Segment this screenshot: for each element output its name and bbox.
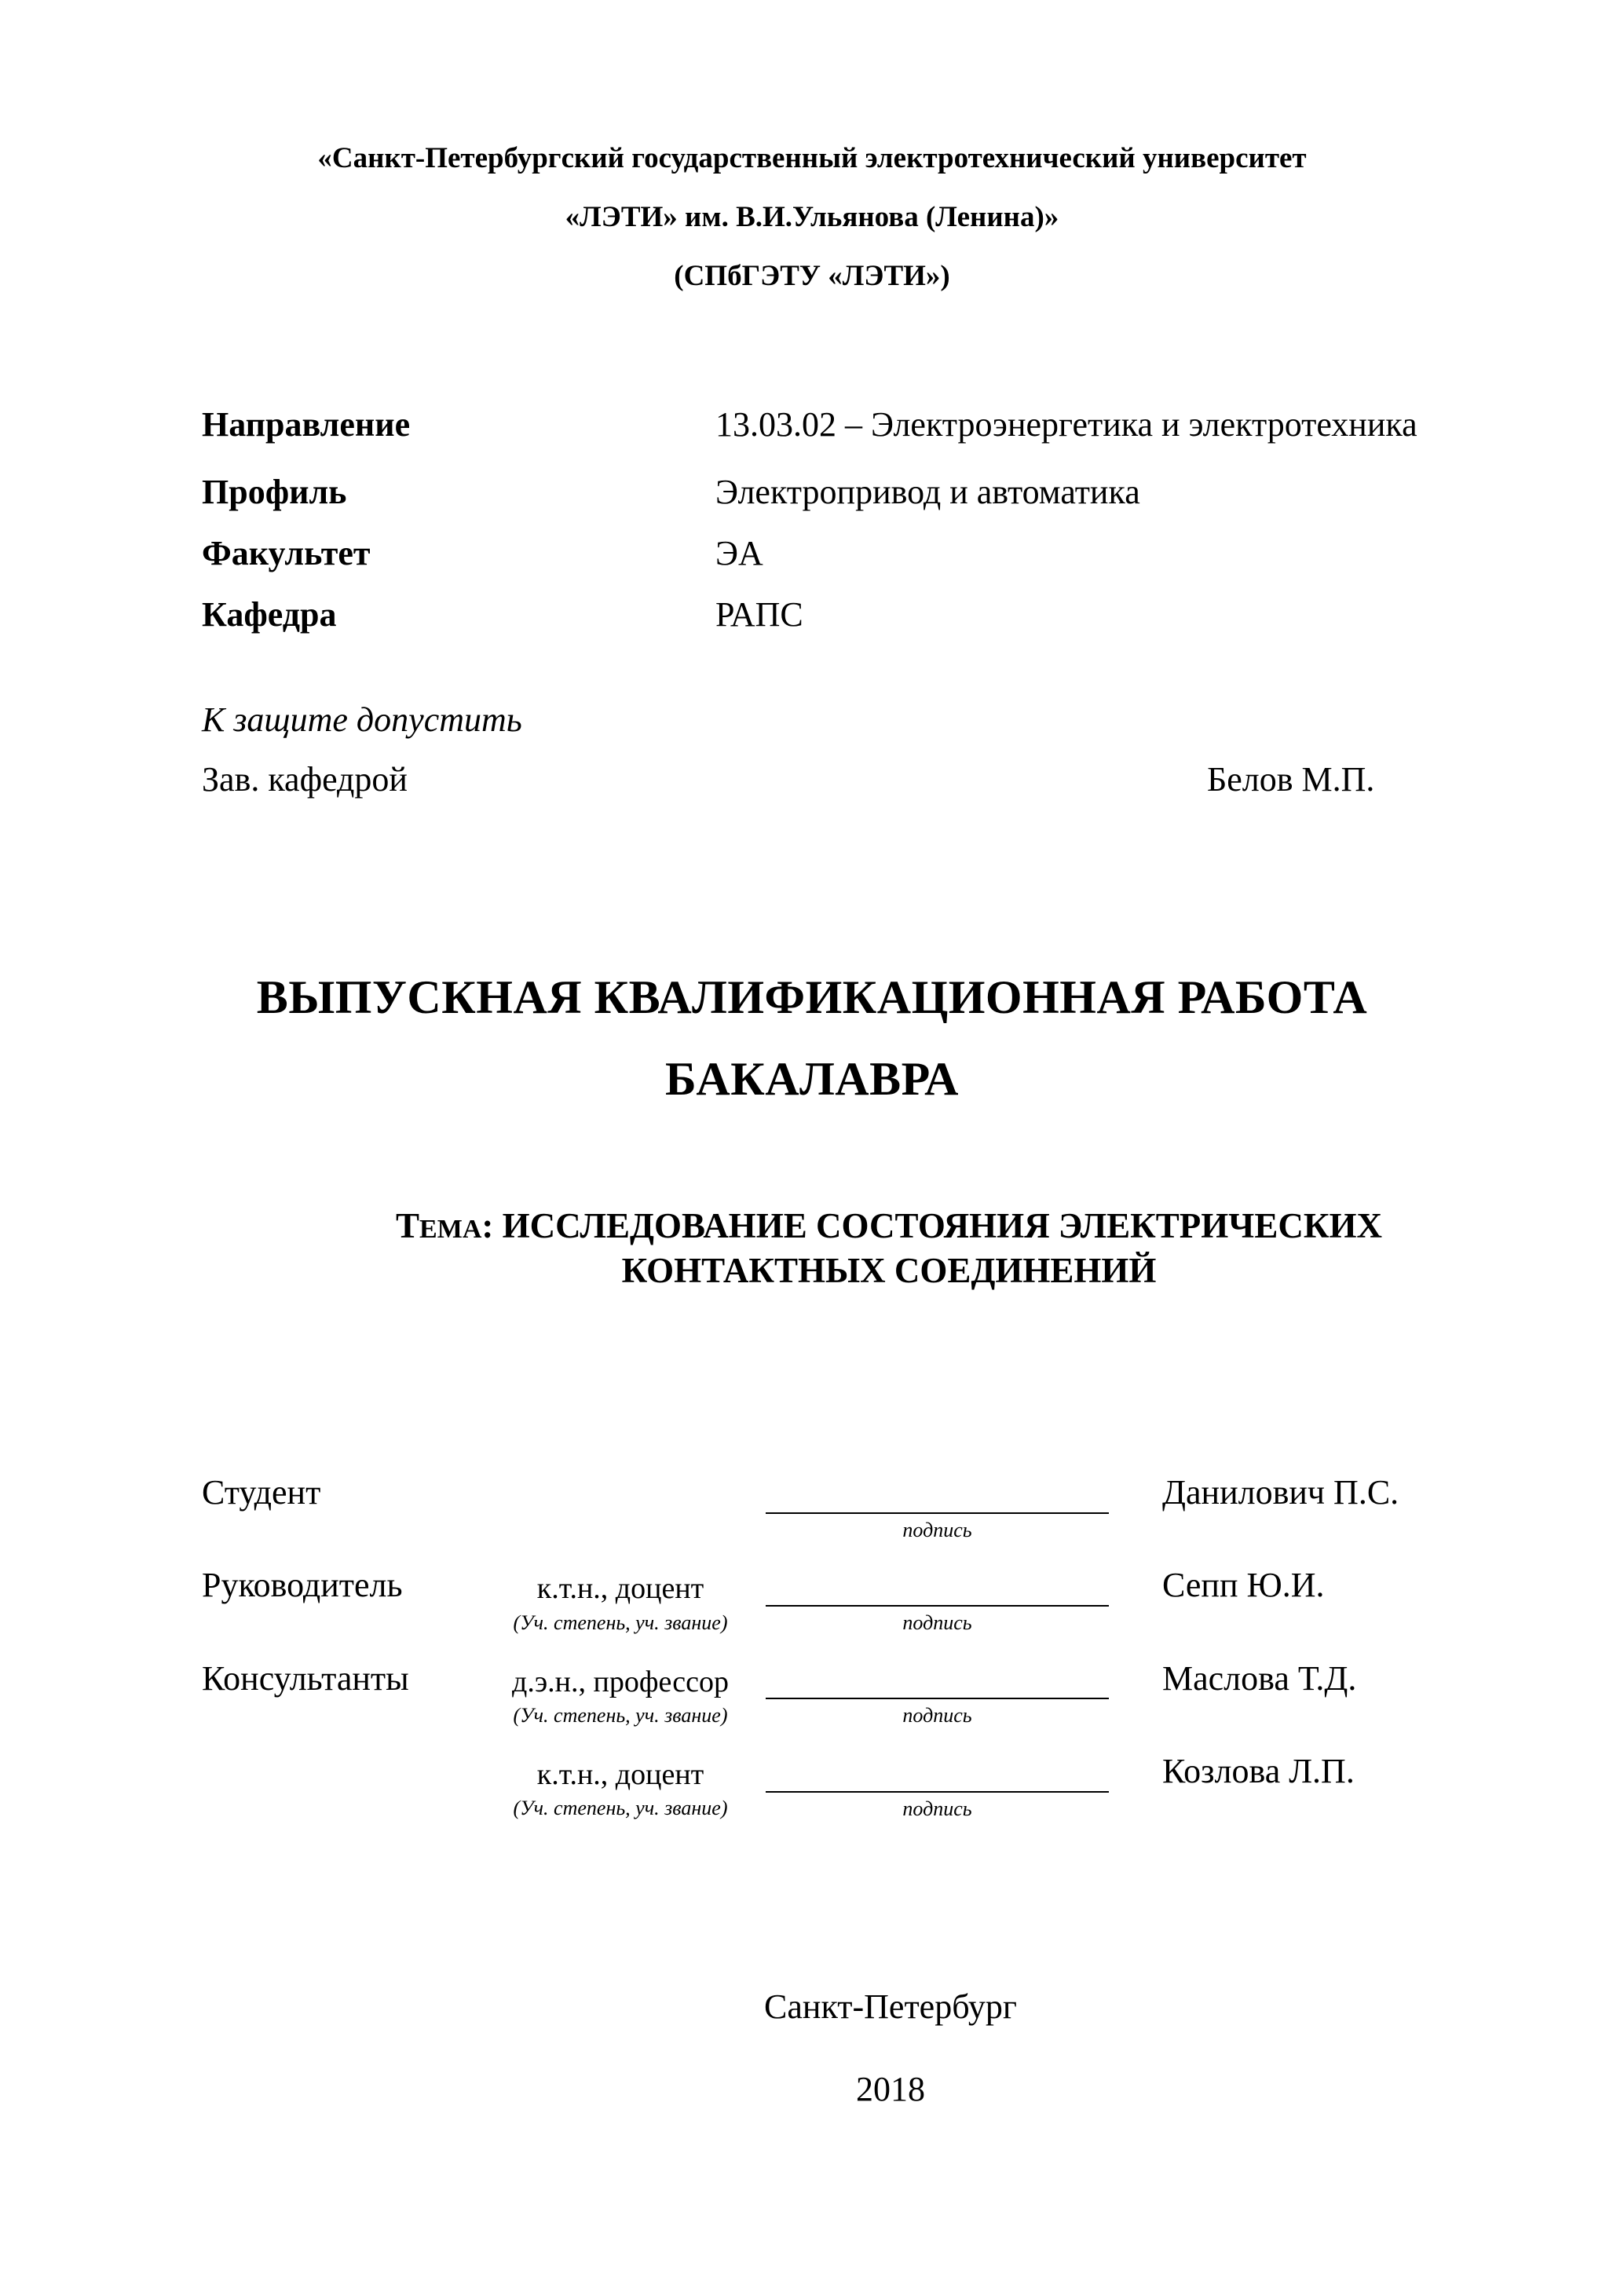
student-signature-caption: подпись bbox=[902, 1519, 972, 1541]
student-signature-line bbox=[766, 1512, 1109, 1514]
university-name-line2: «ЛЭТИ» им. В.И.Ульянова (Ленина)» bbox=[565, 201, 1059, 233]
consultant2-signature-line bbox=[766, 1791, 1109, 1793]
consultant1-degree-caption: (Уч. степень, уч. звание) bbox=[513, 1704, 728, 1727]
profile-label: Профиль bbox=[202, 473, 347, 511]
head-of-department-label: Зав. кафедрой bbox=[202, 760, 408, 799]
consultant2-signature-caption: подпись bbox=[902, 1797, 972, 1820]
department-label: Кафедра bbox=[202, 595, 337, 634]
topic-prefix: ТЕМА: bbox=[396, 1206, 494, 1245]
topic-line1: ТЕМА: ИССЛЕДОВАНИЕ СОСТОЯНИЯ ЭЛЕКТРИЧЕСКИХ bbox=[396, 1206, 1382, 1245]
supervisor-degree: к.т.н., доцент bbox=[536, 1572, 704, 1605]
thesis-title-line1: ВЫПУСКНАЯ КВАЛИФИКАЦИОННАЯ РАБОТА bbox=[256, 971, 1368, 1023]
consultants-role: Консультанты bbox=[202, 1659, 409, 1698]
direction-value: 13.03.02 – Электроэнергетика и электротехника bbox=[715, 405, 1417, 444]
supervisor-signature-line bbox=[766, 1605, 1109, 1607]
department-value: РАПС bbox=[715, 595, 803, 634]
consultant1-degree: д.э.н., профессор bbox=[512, 1665, 729, 1698]
student-name: Данилович П.С. bbox=[1162, 1473, 1399, 1512]
direction-label: Направление bbox=[202, 405, 411, 444]
consultant1-signature-caption: подпись bbox=[902, 1704, 972, 1727]
profile-value: Электропривод и автоматика bbox=[715, 473, 1140, 511]
topic-line2: КОНТАКТНЫХ СОЕДИНЕНИЙ bbox=[621, 1251, 1157, 1290]
supervisor-signature-caption: подпись bbox=[902, 1611, 972, 1634]
year: 2018 bbox=[856, 2070, 925, 2108]
supervisor-role: Руководитель bbox=[202, 1566, 403, 1604]
consultant1-name: Маслова Т.Д. bbox=[1162, 1659, 1357, 1698]
consultant2-name: Козлова Л.П. bbox=[1162, 1752, 1355, 1790]
head-of-department-name: Белов М.П. bbox=[1207, 760, 1375, 799]
faculty-value: ЭА bbox=[715, 534, 763, 572]
city: Санкт-Петербург bbox=[764, 1987, 1017, 2026]
consultant1-signature-line bbox=[766, 1698, 1109, 1699]
thesis-title-line2: БАКАЛАВРА bbox=[665, 1053, 959, 1105]
consultant2-degree-caption: (Уч. степень, уч. звание) bbox=[513, 1797, 728, 1819]
student-role: Студент bbox=[202, 1473, 321, 1512]
university-abbreviation: (СПбГЭТУ «ЛЭТИ») bbox=[674, 260, 950, 292]
admission-note: К защите допустить bbox=[202, 700, 522, 739]
university-name-line1: «Санкт-Петербургский государственный электротехнический университет bbox=[317, 142, 1307, 174]
consultant2-degree: к.т.н., доцент bbox=[536, 1758, 704, 1791]
faculty-label: Факультет bbox=[202, 534, 371, 572]
supervisor-name: Сепп Ю.И. bbox=[1162, 1566, 1325, 1604]
supervisor-degree-caption: (Уч. степень, уч. звание) bbox=[513, 1611, 728, 1634]
